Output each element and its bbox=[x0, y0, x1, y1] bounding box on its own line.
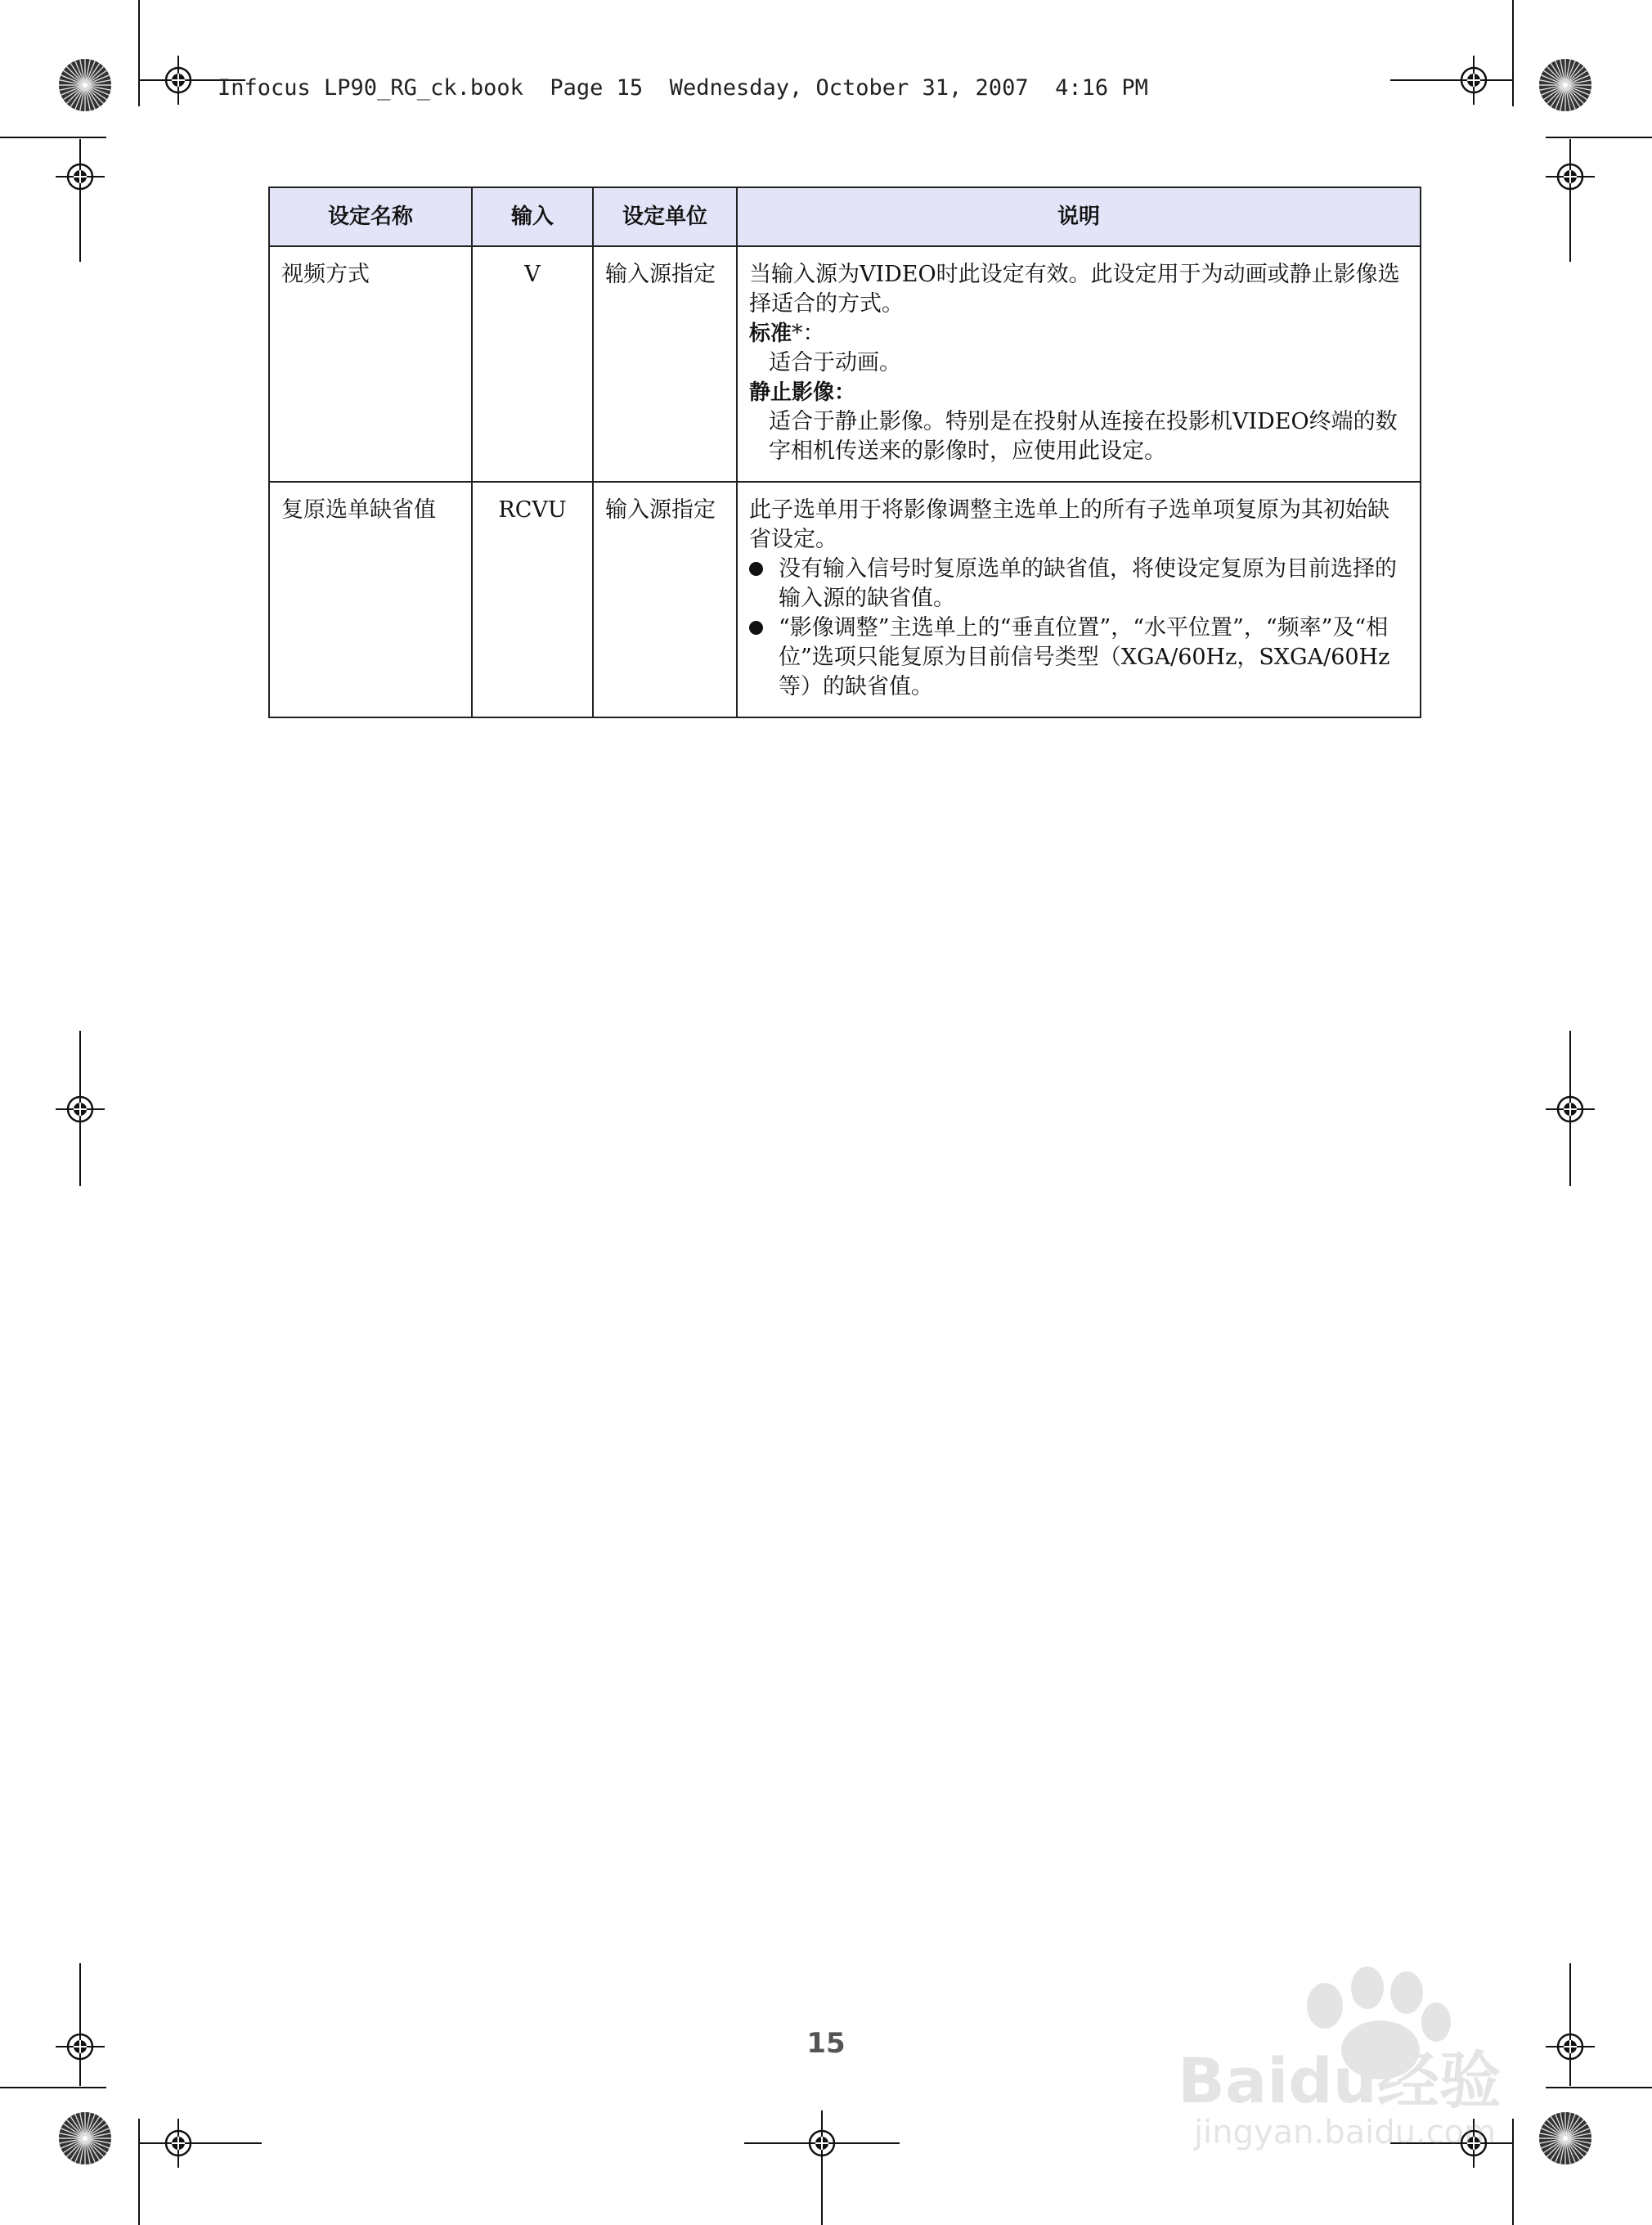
list-item bbox=[749, 555, 1408, 614]
bullet-dot-icon bbox=[749, 621, 763, 635]
option-heading bbox=[749, 378, 1408, 407]
table-header-row bbox=[269, 187, 1421, 246]
col-header-description: 说明 bbox=[737, 187, 1421, 246]
bullet-list bbox=[749, 555, 1408, 702]
setting-name: 视频方式 bbox=[269, 246, 472, 482]
setting-unit: 输入源指定 bbox=[593, 246, 737, 482]
setting-name: 复原选单缺省值 bbox=[269, 482, 472, 717]
option-suffix: *： bbox=[792, 321, 825, 346]
setting-description bbox=[737, 482, 1421, 717]
bullet-dot-icon bbox=[749, 562, 763, 576]
settings-table bbox=[268, 187, 1421, 718]
option-label: 标准 bbox=[749, 321, 792, 346]
bullet-text: 没有输入信号时复原选单的缺省值，将使设定复原为目前选择的输入源的缺省值。 bbox=[779, 556, 1397, 611]
bullet-text: “影像调整”主选单上的“垂直位置”，“水平位置”，“频率”及“相位”选项只能复原为目前信号类型（XGA/60Hz，SXGA/60Hz等）的缺省值。 bbox=[779, 615, 1390, 699]
table-row bbox=[269, 482, 1421, 717]
option-label: 静止影像 bbox=[749, 380, 835, 405]
col-header-name: 设定名称 bbox=[269, 187, 472, 246]
setting-input: RCVU bbox=[472, 482, 593, 717]
table-row bbox=[269, 246, 1421, 482]
description-intro: 此子选单用于将影像调整主选单上的所有子选单项复原为其初始缺省设定。 bbox=[749, 497, 1389, 552]
description-intro: 当输入源为VIDEO时此设定有效。此设定用于为动画或静止影像选择适合的方式。 bbox=[749, 262, 1400, 317]
setting-description bbox=[737, 246, 1421, 482]
watermark-brand: Baidu经验 bbox=[1178, 2044, 1502, 2117]
setting-input: V bbox=[472, 246, 593, 482]
book-header: Infocus LP90_RG_ck.book Page 15 Wednesday, October 31, 2007 4:16 PM bbox=[218, 75, 1148, 101]
baidu-watermark bbox=[1161, 1955, 1587, 2151]
col-header-input: 输入 bbox=[472, 187, 593, 246]
page-number: 15 bbox=[806, 2027, 846, 2060]
setting-unit: 输入源指定 bbox=[593, 482, 737, 717]
list-item bbox=[749, 614, 1408, 702]
col-header-unit: 设定单位 bbox=[593, 187, 737, 246]
watermark-url: jingyan.baidu.com bbox=[1194, 2114, 1497, 2151]
option-suffix: ： bbox=[834, 380, 856, 405]
option-text: 适合于动画。 bbox=[769, 350, 901, 375]
option-text: 适合于静止影像。特别是在投射从连接在投影机VIDEO终端的数字相机传送来的影像时，应使用此设定。 bbox=[769, 409, 1398, 464]
option-heading bbox=[749, 319, 1408, 348]
